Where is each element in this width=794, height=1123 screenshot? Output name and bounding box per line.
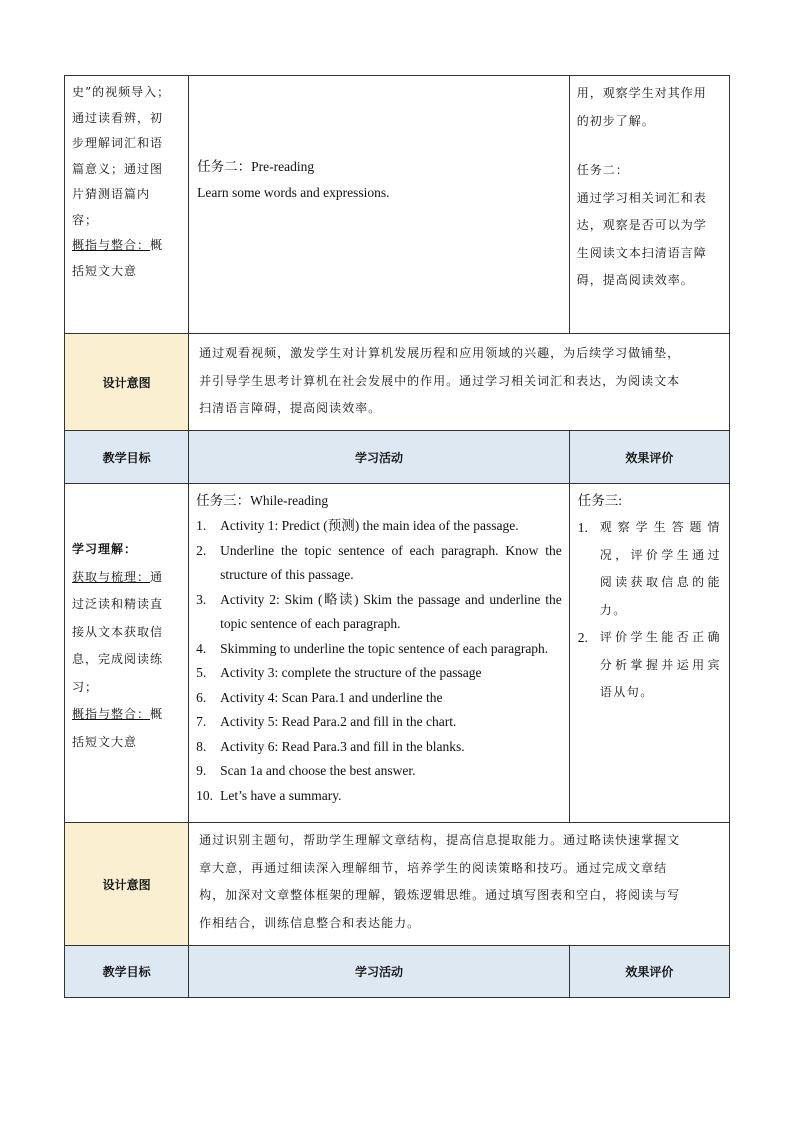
eval-text: 评价学生能否正确分析掌握并运用宾语从句。 [599, 630, 721, 699]
eval-line: 达，观察是否可以为学 [576, 218, 707, 232]
task3-row [65, 484, 730, 823]
goal-line: 息，完成阅读练 [72, 652, 164, 666]
eval-line: 用，观察学生对其作用 [576, 86, 707, 100]
goal-subtitle: 获取与梳理： [72, 569, 151, 584]
goal-line: 括短文大意 [72, 734, 138, 749]
goal-line: 习； [72, 679, 99, 694]
eval-line: 的初步了解。 [576, 113, 655, 128]
activity-text: Activity 4: Scan Para.1 and underline the [220, 689, 443, 705]
goal-line: 概指与整合：概 [72, 238, 164, 252]
header-eval: 效果评价 [569, 946, 729, 998]
design-intent-label: 设计意图 [65, 334, 189, 431]
activity-cell [189, 76, 570, 334]
activity-item [196, 588, 562, 637]
activity-text: Scan 1a and choose the best answer. [220, 763, 416, 778]
eval-item [578, 624, 721, 707]
activity-text: Skimming to underline the topic sentence of each paragraph. [220, 640, 549, 656]
activity-number: 3. [196, 591, 207, 607]
activity-number: 1. [196, 518, 207, 533]
header-activity: 学习活动 [189, 946, 570, 998]
design-intent-row [65, 823, 730, 946]
activity-number: 9. [196, 763, 207, 778]
activity-number: 8. [196, 738, 207, 754]
design-intent-text: 通过识别主题句，帮助学生理解文章结构，提高信息提取能力。通过略读快速掌握文 章大意，再通过细读深入理解细节，培养学生的阅读策略和技巧。通过完成文章结 构，加深对文章整体框架的理解，锻炼逻辑思维。通过填写图表和空白，将阅读与写 作相结合，训练信息整合和表达能力。 [189, 823, 730, 946]
goal-line: 片猜测语篇内 [72, 187, 151, 201]
eval-number: 2. [577, 630, 588, 645]
goal-line: 步理解词汇和语 [72, 136, 164, 150]
activity-item [196, 759, 562, 784]
goal-line: 过泛读和精读直 [72, 597, 164, 611]
activity-text: Activity 2: Skim (略读) Skim the passage and underline the topic sentence of each paragraph. [220, 591, 562, 631]
activity-number: 10. [196, 787, 214, 803]
goal-line: 通过读看辨，初 [72, 110, 164, 125]
goal-subtitle: 概指与整合： [72, 707, 151, 721]
task-title: 任务三：While-reading [196, 493, 329, 508]
activity-item [196, 735, 562, 760]
goal-line: 史”的视频导入； [72, 85, 171, 99]
goal-line: 篇意义；通过图 [72, 161, 164, 176]
header-row [65, 431, 730, 484]
eval-list [578, 514, 721, 707]
activity-text: Activity 3: complete the structure of the passage [220, 665, 482, 680]
goal-line: 括短文大意 [72, 263, 138, 278]
activity-number: 6. [196, 689, 207, 705]
header-eval: 效果评价 [569, 431, 729, 484]
task2-row [65, 76, 730, 334]
header-goal: 教学目标 [65, 431, 189, 484]
activity-number: 5. [196, 665, 207, 680]
lesson-plan-table [64, 75, 730, 998]
activity-item [196, 539, 562, 588]
header-row [65, 946, 730, 998]
activity-item [196, 686, 562, 711]
activity-item [196, 784, 562, 809]
design-intent-text: 通过观看视频，激发学生对计算机发展历程和应用领域的兴趣，为后续学习做铺垫， 并引导学生思考计算机在社会发展中的作用。通过学习相关词汇和表达，为阅读文本 扫清语言障碍，提高阅读效率。 [189, 334, 730, 431]
eval-task-title: 任务二： [576, 163, 629, 177]
activity-text: Activity 5: Read Para.2 and fill in the chart. [220, 714, 457, 729]
goal-line: 容； [72, 212, 99, 227]
goal-cell [65, 76, 189, 334]
activity-text: Let’s have a summary. [220, 787, 342, 803]
activity-item [196, 710, 562, 735]
goal-subtitle: 概指与整合： [72, 238, 151, 252]
activity-cell [189, 484, 570, 823]
activity-number: 2. [196, 542, 207, 558]
activity-list [196, 514, 562, 808]
activity-text: Activity 6: Read Para.3 and fill in the blanks. [220, 738, 465, 754]
eval-text: 观察学生答题情况，评价学生通过阅读获取信息的能力。 [599, 520, 721, 617]
header-goal: 教学目标 [65, 946, 189, 998]
eval-line: 通过学习相关词汇和表 [576, 190, 707, 205]
design-intent-label: 设计意图 [65, 823, 189, 946]
eval-line: 碍，提高阅读效率。 [576, 273, 694, 287]
eval-cell [569, 484, 729, 823]
eval-line: 生阅读文本扫清语言障 [576, 245, 707, 260]
activity-number: 4. [196, 640, 207, 656]
activity-item [196, 661, 562, 686]
activity-number: 7. [196, 714, 207, 729]
activity-text: Activity 1: Predict (预测) the main idea of the passage. [220, 518, 519, 533]
task-text: Learn some words and expressions. [197, 185, 390, 200]
activity-text: Underline the topic sentence of each paragraph. Know the structure of this passage. [220, 542, 562, 582]
header-activity: 学习活动 [189, 431, 570, 484]
eval-number: 1. [577, 520, 588, 535]
design-intent-row [65, 334, 730, 431]
activity-item [196, 637, 562, 662]
eval-cell [569, 76, 729, 334]
goal-line: 接从文本获取信 [72, 624, 164, 639]
activity-item [196, 514, 562, 539]
eval-task-title: 任务三: [577, 493, 622, 508]
eval-item [578, 514, 721, 624]
task-title: 任务二：Pre-reading [197, 159, 315, 174]
goal-title: 学习理解： [72, 542, 138, 556]
goal-cell: 学习理解： 获取与梳理：通 过泛读和精读直 接从文本获取信 息，完成阅读练 习； 概指与整合：概 括短文大意 [65, 484, 189, 823]
